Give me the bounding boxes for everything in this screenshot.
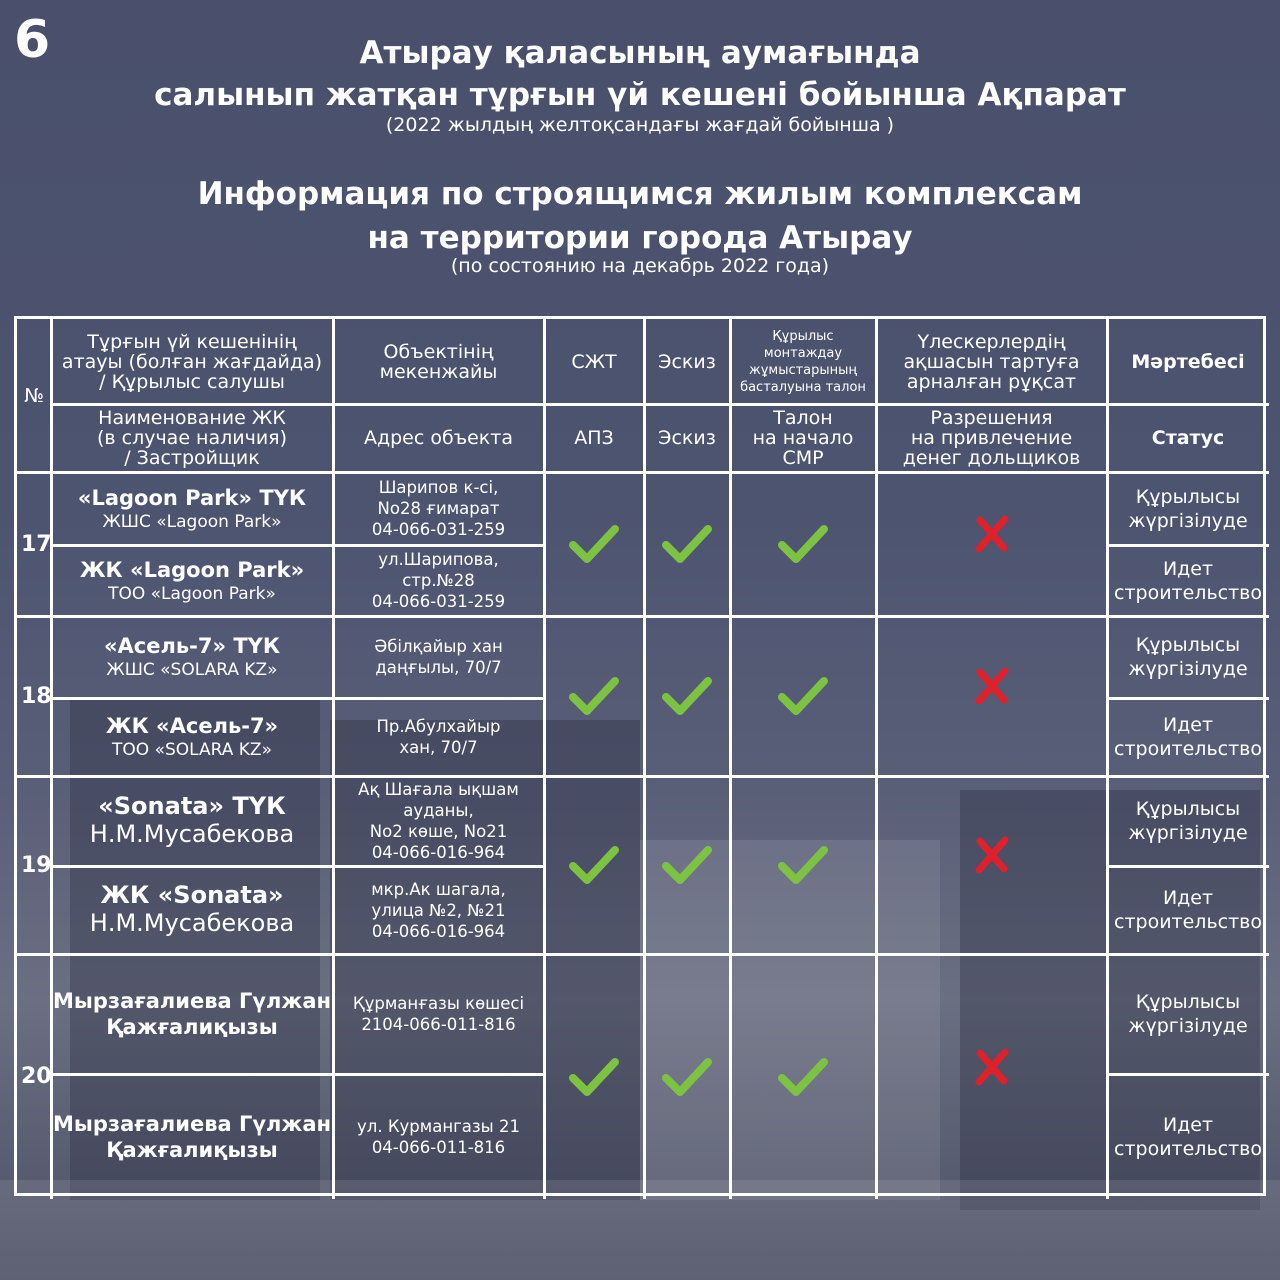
text-line: ақшасын тартуға xyxy=(903,350,1080,373)
header-talon-ru xyxy=(732,406,874,470)
text-line: стр.№28 xyxy=(402,571,475,590)
text-line: Құрылысы xyxy=(1135,634,1241,656)
eskiz-check-icon xyxy=(661,844,713,886)
apz-check-icon xyxy=(568,675,620,717)
complex-name-label: «Sonata» ТҮК xyxy=(98,792,286,820)
status-kz xyxy=(1109,618,1267,696)
text-line: мекенжайы xyxy=(379,360,498,383)
page-number: 6 xyxy=(14,10,51,70)
header-address-ru-label: Адрес объекта xyxy=(363,427,513,449)
text-line: / Застройщик xyxy=(124,447,260,469)
complex-name-kz xyxy=(53,618,331,696)
text-line: Әбілқайыр хан xyxy=(374,637,503,656)
text-line: Идет xyxy=(1162,714,1214,736)
title-kz: Атырау қаласының аумағында салынып жатқан тұрғын үй кешені бойынша Ақпарат xyxy=(154,35,1126,113)
text-line: строительство xyxy=(1114,581,1262,604)
address-ru xyxy=(335,1076,542,1197)
header-address-ru xyxy=(335,406,542,470)
status-ru xyxy=(1109,868,1267,952)
text-line: Объектінің xyxy=(383,340,494,363)
address-kz xyxy=(335,474,542,543)
header-permit-ru xyxy=(878,406,1105,470)
construction-table xyxy=(14,316,1266,1196)
complex-name-label: ЖК «Sonata» xyxy=(100,881,284,909)
text-line: ул. Курмангазы 21 xyxy=(357,1116,520,1136)
talon-check-icon xyxy=(777,675,829,717)
row-number-label: 18 xyxy=(21,683,52,709)
header-status-ru xyxy=(1109,406,1267,470)
developer-label: Н.М.Мусабекова xyxy=(89,820,295,848)
text-line: Құрылыс xyxy=(772,328,834,344)
text-line: атауы (болған жағдайда) xyxy=(61,350,323,373)
header-eskiz-ru xyxy=(646,406,728,470)
complex-name-kz xyxy=(53,956,331,1072)
text-line: жүргізілуде xyxy=(1128,822,1248,844)
header-address-kz xyxy=(335,321,542,402)
text-line: даңғылы, 70/7 xyxy=(375,658,502,677)
complex-name-label: ЖК «Асель-7» xyxy=(105,714,279,738)
text-line: 04-066-016-964 xyxy=(371,921,506,941)
text-line: строительство xyxy=(1114,738,1262,760)
complex-name-label: «Асель-7» ТҮК xyxy=(103,634,281,658)
text-line: Пр.Абулхайыр xyxy=(376,717,501,736)
text-line: 04-066-016-964 xyxy=(371,843,506,862)
complex-name-ru xyxy=(53,547,331,614)
permit-cross-icon xyxy=(972,835,1012,875)
text-line: хан, 70/7 xyxy=(399,738,478,757)
text-line: Шарипов к-сі, xyxy=(378,478,499,497)
address-kz xyxy=(335,618,542,696)
status-kz xyxy=(1109,474,1267,543)
text-line: басталуына талон xyxy=(740,379,866,395)
header-permit-kz xyxy=(878,321,1105,402)
complex-name-label: ЖК «Lagoon Park» xyxy=(79,557,305,582)
title-ru: Информация по строящимся жилым комплексам на территории города Атырау xyxy=(197,176,1083,256)
text-line: ул.Шарипова, xyxy=(378,550,499,569)
permit-cross-icon xyxy=(972,514,1012,554)
talon-check-icon xyxy=(777,1056,829,1098)
text-line: жұмыстарының xyxy=(748,362,858,378)
header-no xyxy=(19,321,49,470)
address-kz xyxy=(335,956,542,1072)
header-szht-kz-label: СЖТ xyxy=(571,350,617,373)
complex-name-ru xyxy=(53,1076,331,1197)
row-number-label: 19 xyxy=(21,852,52,878)
eskiz-check-icon xyxy=(661,1056,713,1098)
header-name-ru xyxy=(53,406,331,470)
complex-name-kz xyxy=(53,474,331,543)
text-line: ауданы, xyxy=(403,801,474,820)
address-ru xyxy=(335,547,542,614)
complex-name-ru xyxy=(53,868,331,952)
header-status-kz xyxy=(1109,321,1267,402)
text-line: Үлескерлердің xyxy=(917,330,1066,353)
developer-label: ЖШС «Lagoon Park» xyxy=(102,511,282,532)
subtitle-ru: (по состоянию на декабрь 2022 года) xyxy=(450,255,830,277)
text-line: денег дольщиков xyxy=(902,447,1081,469)
text-line: 04-066-031-259 xyxy=(371,520,506,539)
text-line: Идет xyxy=(1162,557,1214,580)
text-line: мкр.Ак шагала, xyxy=(371,879,506,899)
text-line: Разрешения xyxy=(930,407,1053,429)
address-kz xyxy=(335,778,542,864)
developer-label: ТОО «Lagoon Park» xyxy=(108,583,276,604)
complex-name-label: Мырзағалиева Гүлжан xyxy=(53,1111,332,1136)
complex-name-label: Мырзағалиева Гүлжан xyxy=(53,989,332,1013)
text-line: жүргізілуде xyxy=(1128,658,1248,680)
text-line: жүргізілуде xyxy=(1128,1015,1248,1037)
eskiz-check-icon xyxy=(661,675,713,717)
developer-label: Қажғалиқызы xyxy=(106,1137,278,1162)
permit-cross-icon xyxy=(972,666,1012,706)
header-apz-ru xyxy=(546,406,642,470)
text-line: 04-066-031-259 xyxy=(371,592,506,611)
row-number xyxy=(19,778,51,952)
text-line: 2104-066-011-816 xyxy=(361,1015,516,1034)
header-no-label: № xyxy=(24,384,44,407)
talon-check-icon xyxy=(777,523,829,565)
text-line: строительство xyxy=(1114,911,1262,933)
developer-label: Қажғалиқызы xyxy=(106,1015,278,1039)
header-eskiz-kz-label: Эскиз xyxy=(658,350,716,373)
subtitle-kz: (2022 жылдың желтоқсандағы жағдай бойынша ) xyxy=(385,114,895,136)
text-line: улица №2, №21 xyxy=(371,900,506,920)
developer-label: Н.М.Мусабекова xyxy=(89,909,295,937)
text-line: на начало xyxy=(752,427,854,449)
text-line: Тұрғын үй кешенінің xyxy=(87,330,297,353)
developer-label: ТОО «SOLARA KZ» xyxy=(112,740,272,760)
text-line: No28 ғимарат xyxy=(377,499,500,518)
text-line: Наименование ЖК xyxy=(98,407,286,429)
header-eskiz-kz xyxy=(646,321,728,402)
eskiz-check-icon xyxy=(661,523,713,565)
status-kz xyxy=(1109,956,1267,1072)
text-line: Ақ Шағала ықшам xyxy=(358,780,519,799)
text-line: Құрманғазы көшесі xyxy=(352,994,525,1013)
text-line: строительство xyxy=(1114,1137,1262,1160)
complex-name-ru xyxy=(53,700,331,774)
text-line: / Құрылыс салушы xyxy=(99,370,285,393)
text-line: жүргізілуде xyxy=(1128,509,1248,532)
text-line: Құрылысы xyxy=(1135,991,1241,1013)
row-number-label: 17 xyxy=(21,531,52,557)
apz-check-icon xyxy=(568,523,620,565)
header-apz-ru-label: АПЗ xyxy=(574,427,614,449)
text-line: СМР xyxy=(782,447,824,469)
header-status-kz-label: Мәртебесі xyxy=(1131,350,1245,373)
text-line: Құрылысы xyxy=(1135,798,1241,820)
text-line: на привлечение xyxy=(910,427,1073,449)
status-ru xyxy=(1109,1076,1267,1197)
text-line: арналған рұқсат xyxy=(906,370,1077,393)
status-ru xyxy=(1109,547,1267,614)
text-line: 04-066-011-816 xyxy=(371,1137,506,1157)
complex-name-kz xyxy=(53,778,331,864)
text-line: Идет xyxy=(1162,887,1214,909)
header-szht-kz xyxy=(546,321,642,402)
text-line: Талон xyxy=(773,407,833,429)
text-line: монтаждау xyxy=(763,345,843,361)
address-ru xyxy=(335,868,542,952)
row-number-label: 20 xyxy=(21,1064,52,1089)
header-name-kz xyxy=(53,321,331,402)
developer-label: ЖШС «SOLARA KZ» xyxy=(106,660,278,680)
text-line: (в случае наличия) xyxy=(96,427,288,449)
status-kz xyxy=(1109,778,1267,864)
row-number xyxy=(19,956,51,1197)
row-number xyxy=(19,474,51,614)
apz-check-icon xyxy=(568,1056,620,1098)
header-status-ru-label: Статус xyxy=(1151,427,1225,449)
header-eskiz-ru-label: Эскиз xyxy=(658,427,716,449)
text-line: No2 көше, No21 xyxy=(369,822,508,841)
talon-check-icon xyxy=(777,844,829,886)
header-talon-kz xyxy=(732,321,874,402)
text-line: Идет xyxy=(1162,1113,1214,1136)
complex-name-label: «Lagoon Park» ТҮК xyxy=(77,485,307,510)
status-ru xyxy=(1109,700,1267,774)
row-number xyxy=(19,618,51,774)
text-line: Құрылысы xyxy=(1135,485,1241,508)
address-ru xyxy=(335,700,542,774)
apz-check-icon xyxy=(568,844,620,886)
permit-cross-icon xyxy=(972,1047,1012,1087)
